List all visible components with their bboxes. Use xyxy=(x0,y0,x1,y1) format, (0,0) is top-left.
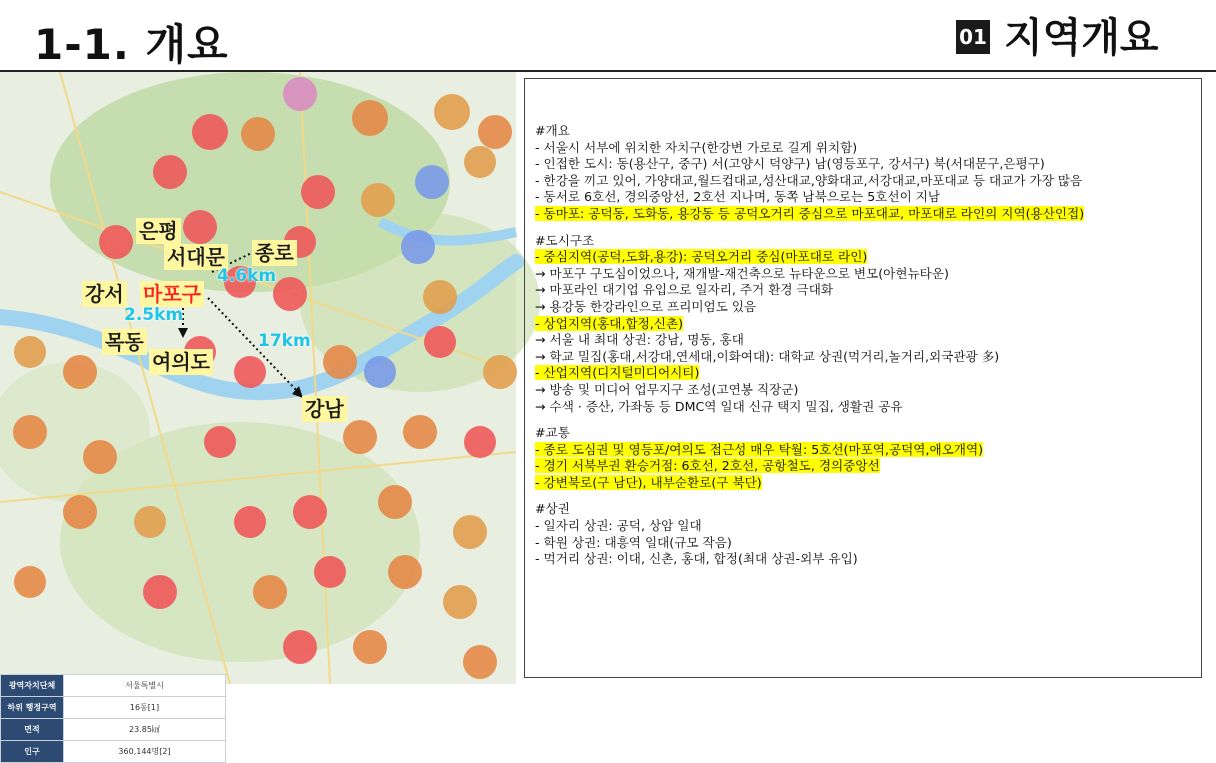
label-mapo: 마포구 xyxy=(140,281,204,307)
list-item: - 먹거리 상권: 이대, 신촌, 홍대, 합정(최대 상권-외부 유입) xyxy=(535,551,858,567)
list-item: - 서울시 서부에 위치한 자치구(한강변 가로로 길게 위치함) xyxy=(535,139,858,155)
page-title: 1-1. 개요 xyxy=(34,20,229,69)
label-mokdong: 목동 xyxy=(102,329,147,355)
label-seodaemun: 서대문 xyxy=(164,244,228,270)
distance-yeouido: 2.5km xyxy=(124,305,184,325)
list-item: - 학원 상권: 대흥역 일대(규모 작음) xyxy=(535,534,732,550)
section-heading-transport: #교통 xyxy=(535,425,570,441)
list-item: - 일자리 상권: 공덕, 상암 일대 xyxy=(535,518,702,534)
list-item: → 마포구 구도심이었으나, 재개발-재건축으로 뉴타운으로 변모(아현뉴타운) xyxy=(535,265,949,281)
list-item: → 서울 내 최대 상권: 강남, 명동, 홍대 xyxy=(535,332,744,348)
list-item: → 수색 · 증산, 가좌동 등 DMC역 일대 신규 택지 밀집, 생활권 공유 xyxy=(535,398,903,414)
section-heading-commerce: #상권 xyxy=(535,501,570,517)
label-yeouido: 여의도 xyxy=(149,349,213,375)
slide-header xyxy=(0,0,1216,72)
list-item: - 중심지역(공덕,도화,용강): 공덕오거리 중심(마포대로 라인) xyxy=(535,249,868,265)
table-row: 면적 23.85㎢ xyxy=(1,719,226,741)
list-item: - 동서로 6호선, 경의중앙선, 2호선 지나며, 동쪽 남북으로는 5호선이 지남 xyxy=(535,189,941,205)
list-item: - 인접한 도시: 동(용산구, 중구) 서(고양시 덕양구) 남(영등포구, 강서구) 북(서대문구,은평구) xyxy=(535,156,1045,172)
list-item: - 경기 서북부권 환승거점: 6호선, 2호선, 공항철도, 경의중앙선 xyxy=(535,458,880,474)
list-item: - 한강을 끼고 있어, 가양대교,월드컵대교,성산대교,양화대교,서강대교,마포대교 등 대교가 가장 많음 xyxy=(535,172,1083,188)
map-background xyxy=(0,72,516,684)
list-item: → 학교 밀집(홍대,서강대,연세대,이화여대): 대학교 상권(먹거리,놀거리,외국관광 多) xyxy=(535,348,1000,364)
label-gangnam: 강남 xyxy=(302,396,347,422)
section-title: 지역개요 xyxy=(1004,15,1159,61)
list-item: → 방송 및 미디어 업무지구 조성(고연봉 직장군) xyxy=(535,381,799,397)
label-gangseo: 강서 xyxy=(82,281,127,307)
section-number-badge: 01 xyxy=(956,20,990,54)
list-item: - 종로 도심권 및 영등포/여의도 접근성 매우 탁월: 5호선(마포역,공덕역,애오개역) xyxy=(535,441,984,457)
distance-gangnam: 17km xyxy=(258,331,311,351)
section-heading-overview: #개요 xyxy=(535,123,570,138)
section-heading-structure: #도시구조 xyxy=(535,232,595,248)
table-row: 인구 360,144명[2] xyxy=(1,741,226,763)
list-item: → 마포라인 대기업 유입으로 일자리, 주거 환경 극대화 xyxy=(535,282,834,298)
distance-jongno: 4.6km xyxy=(217,266,277,286)
label-eunpyeong: 은평 xyxy=(136,218,181,244)
table-row: 하위 행정구역 16동[1] xyxy=(1,697,226,719)
list-item: - 상업지역(홍대,합정,신촌) xyxy=(535,315,684,331)
overview-content xyxy=(535,123,1084,568)
district-map xyxy=(0,72,516,756)
list-item: - 동마포: 공덕동, 도화동, 용강동 등 공덕오거리 중심으로 마포대교, 마포대로 라인의 지역(용산인접) xyxy=(535,205,1085,221)
table-row: 광역자치단체 서울특별시 xyxy=(1,675,226,697)
label-jongno: 종로 xyxy=(252,240,297,266)
list-item: → 용강동 한강라인으로 프리미엄도 있음 xyxy=(535,298,757,314)
overview-text-box xyxy=(524,78,1202,678)
district-stats-table xyxy=(0,674,226,763)
list-item: - 산업지역(디지털미디어시티) xyxy=(535,365,700,381)
list-item: - 강변북로(구 남단), 내부순환로(구 북단) xyxy=(535,474,762,490)
